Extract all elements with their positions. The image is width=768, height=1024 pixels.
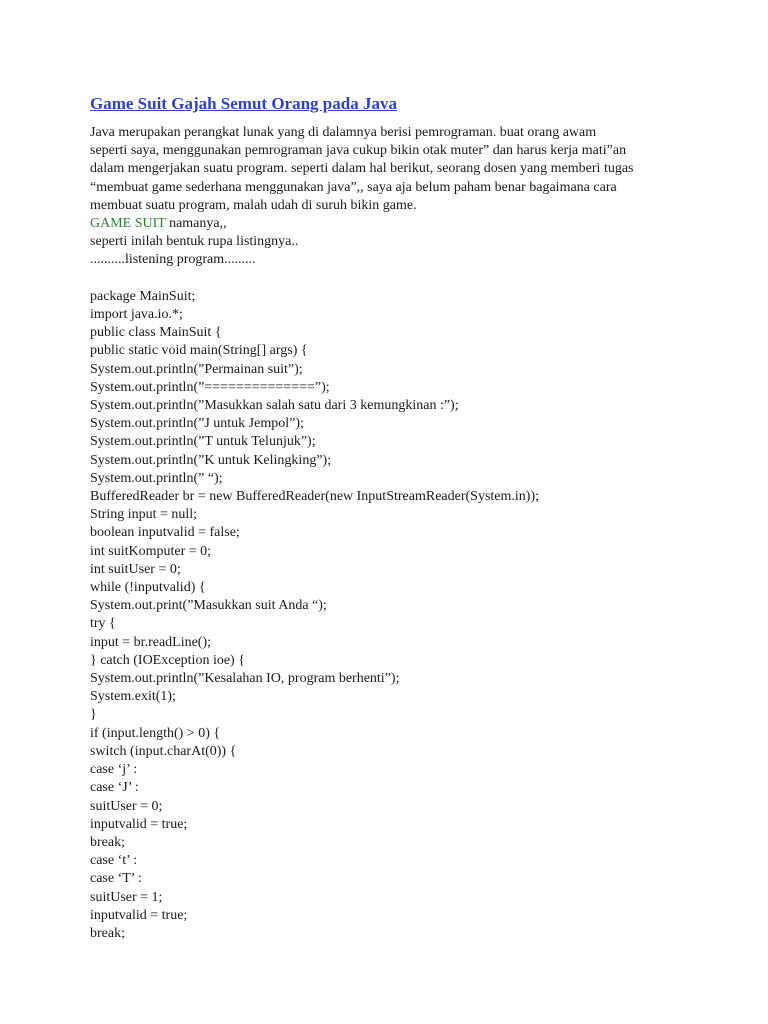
listing-intro: seperti inilah bentuk rupa listingnya.. — [90, 234, 299, 250]
code-line: package MainSuit; — [90, 288, 196, 304]
code-line: public class MainSuit { — [90, 325, 222, 341]
code-line: int suitKomputer = 0; — [90, 543, 212, 559]
game-suit-label: GAME SUIT — [90, 216, 166, 232]
code-line: } — [90, 707, 97, 723]
code-line: boolean inputvalid = false; — [90, 525, 240, 541]
code-line: case ‘t’ : — [90, 853, 138, 869]
game-suit-line — [90, 215, 740, 233]
code-line: System.out.println(”Permainan suit”); — [90, 361, 303, 377]
code-line: System.out.println(”Kesalahan IO, program berhenti”); — [90, 671, 400, 687]
code-line: String input = null; — [90, 507, 198, 523]
code-line: case ‘T’ : — [90, 871, 142, 887]
code-line: System.out.println(”Masukkan salah satu dari 3 kemungkinan :”); — [90, 398, 459, 414]
code-line: suitUser = 1; — [90, 889, 163, 905]
code-line: break; — [90, 834, 125, 850]
code-line: case ‘j’ : — [90, 762, 138, 778]
code-line: suitUser = 0; — [90, 798, 163, 814]
document-title-link[interactable]: Game Suit Gajah Semut Orang pada Java — [90, 94, 397, 113]
code-line: System.out.println(”==============”); — [90, 379, 330, 395]
code-line: if (input.length() > 0) { — [90, 725, 221, 741]
code-line: switch (input.charAt(0)) { — [90, 743, 237, 759]
code-line: int suitUser = 0; — [90, 561, 181, 577]
code-line: while (!inputvalid) { — [90, 580, 206, 596]
code-line: System.out.println(”K untuk Kelingking”); — [90, 452, 332, 468]
code-line: BufferedReader br = new BufferedReader(new InputStreamReader(System.in)); — [90, 489, 539, 505]
intro-paragraph — [90, 124, 740, 270]
listening-program-line: ..........listening program......... — [90, 252, 256, 268]
code-line: case ‘J’ : — [90, 780, 139, 796]
intro-line: Java merupakan perangkat lunak yang di dalamnya berisi pemrograman. buat orang awam — [90, 125, 597, 140]
intro-line: seperti saya, menggunakan pemrograman java cukup bikin otak muter” dan harus kerja mati”an — [90, 143, 627, 159]
game-suit-rest: namanya,, — [165, 216, 227, 232]
code-line: System.out.println(”T untuk Telunjuk”); — [90, 434, 316, 450]
code-line: public static void main(String[] args) { — [90, 343, 308, 359]
code-line: input = br.readLine(); — [90, 634, 212, 650]
code-line: System.out.print(”Masukkan suit Anda “); — [90, 598, 327, 614]
code-line: } catch (IOException ioe) { — [90, 652, 245, 668]
intro-line: “membuat game sederhana menggunakan java”,, saya aja belum paham benar bagaimana cara — [90, 179, 617, 195]
code-line: System.out.println(” “); — [90, 470, 223, 486]
intro-line: membuat suatu program, malah udah di suruh bikin game. — [90, 197, 417, 213]
code-line: break; — [90, 925, 125, 941]
code-line: try { — [90, 616, 116, 632]
code-line: import java.io.*; — [90, 307, 183, 323]
code-line: inputvalid = true; — [90, 816, 188, 832]
intro-line: dalam mengerjakan suatu program. seperti dalam hal berikut, seorang dosen yang memberi tugas — [90, 161, 634, 177]
document-page — [90, 94, 740, 943]
code-line: System.out.println(”J untuk Jempol”); — [90, 416, 304, 432]
code-line: System.exit(1); — [90, 689, 176, 705]
code-line: inputvalid = true; — [90, 907, 188, 923]
code-listing — [90, 288, 740, 943]
